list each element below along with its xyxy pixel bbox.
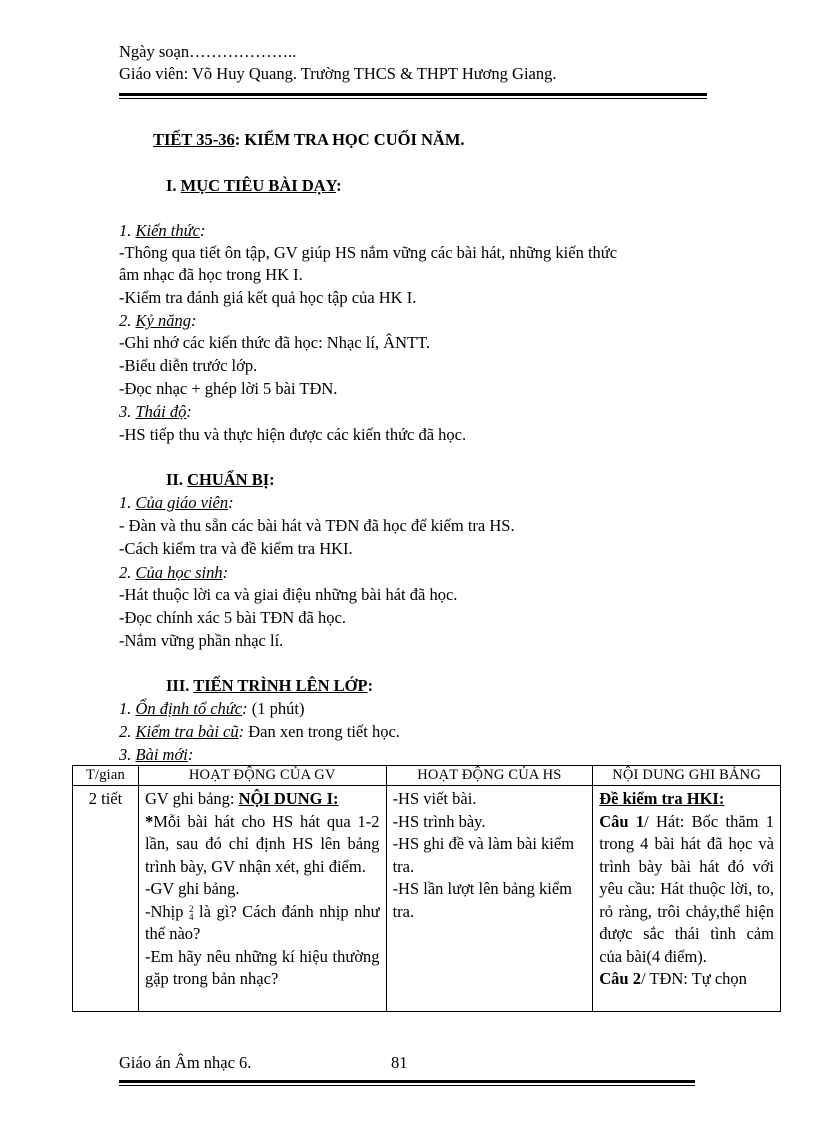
date-line: Ngày soạn……………….. (119, 42, 297, 61)
sub-cua-giao-vien (119, 492, 234, 513)
section2-num: II. (166, 470, 188, 489)
nd-cell (593, 786, 781, 1012)
text-line: -Đọc chính xác 5 bài TĐN đã học. (119, 608, 346, 627)
time-cell: 2 tiết (73, 786, 139, 1012)
gv-text: là gì? Cách đánh nhịp như thế nào? (144, 901, 380, 943)
sub-colon: : (186, 402, 192, 421)
gv-para-4: -Em hãy nêu những kí hiệu thường gặp trong bản nhạc? (144, 946, 380, 988)
section2-title: CHUẨN BỊ (187, 470, 270, 489)
hs-line: -HS trình bày. (392, 811, 486, 831)
sub-rest: (1 phút) (247, 699, 305, 718)
section3-title: TIẾN TRÌNH LÊN LỚP (193, 676, 368, 695)
page-title (153, 129, 465, 150)
hs-cell (386, 786, 593, 1012)
gv-text: Mỗi bài hát cho HS hát qua 1-2 lần, sau đó chỉ định HS lên bảng trình bày, GV nhận xét, ghi điểm. (144, 811, 380, 876)
sub-rest: Đan xen trong tiết học. (244, 722, 400, 741)
title-rest: : KIỂM TRA HỌC CUỐI NĂM. (234, 130, 465, 149)
gv-star: * (144, 811, 154, 831)
sub-colon: : (199, 221, 206, 240)
gv-para-3 (145, 901, 380, 946)
sub-colon: : (228, 493, 234, 512)
cau-label: Câu 2 (599, 969, 641, 988)
section2-heading (166, 469, 275, 490)
teacher-line: Giáo viên: Võ Huy Quang. Trường THCS & THPT Hương Giang. (119, 64, 557, 83)
hs-line: -HS lần lượt lên bảng kiểm tra. (392, 879, 572, 921)
section2-colon: : (269, 470, 275, 489)
sub-kien-thuc (119, 220, 205, 241)
nd-cau-1 (599, 811, 774, 969)
sub-cua-hoc-sinh (119, 562, 228, 583)
sub-label: Kỷ năng (135, 311, 191, 330)
section1-num: I. (166, 176, 181, 195)
cau-text: / Hát: Bốc thăm 1 trong 4 bài hát đã học và trình bày bài hát đó với yêu cầu: Hát thuộc lời, to, rỏ ràng, trôi chảy,thể hiện được sắc thái tình cảm của bài(4 điểm). (599, 811, 774, 966)
sub-colon: : (242, 699, 248, 718)
text-line: -Nắm vững phần nhạc lí. (119, 631, 284, 650)
gv-text: -Nhịp (144, 901, 189, 921)
sub-label: Thái độ (135, 402, 187, 421)
gv-noi-dung: NỘI DUNG I: (238, 789, 339, 808)
section1-colon: : (336, 176, 342, 195)
sub-bai-moi (119, 744, 193, 765)
text-line: -Kiểm tra đánh giá kết quả học tập của HK I. (119, 288, 417, 307)
sub-colon: : (238, 722, 245, 741)
header-nd: NỘI DUNG GHI BẢNG (593, 766, 781, 786)
sub-num: 3. (119, 745, 136, 764)
sub-label: Bài mới (135, 745, 188, 764)
sub-label: Của học sinh (135, 563, 223, 582)
text-line: - Đàn và thu sẵn các bài hát và TĐN đã học để kiểm tra HS. (119, 516, 515, 535)
hs-line: -HS ghi đề và làm bài kiểm tra. (392, 834, 575, 876)
text-line: -Thông qua tiết ôn tập, GV giúp HS nắm vững các bài hát, những kiến thức (119, 243, 618, 262)
sub-num: 1. (119, 699, 136, 718)
text-line: -Hát thuộc lời ca và giai điệu những bài hát đã học. (119, 585, 458, 604)
sub-colon: : (187, 745, 194, 764)
sub-thai-do (119, 401, 192, 422)
gv-para-2: -GV ghi bảng. (144, 879, 240, 898)
gv-line-1 (145, 788, 380, 811)
sub-label: Ổn định tổ chức (135, 699, 243, 718)
gv-prefix: GV ghi bảng: (144, 789, 239, 808)
section3-heading (166, 675, 373, 696)
sub-label: Kiến thức (135, 221, 200, 240)
header-time: T/gian (73, 766, 139, 786)
gv-para-1 (145, 811, 380, 879)
section1-title: MỤC TIÊU BÀI DẠY (180, 176, 337, 195)
page-number: 81 (391, 1053, 408, 1072)
cau-text: / TĐN: Tự chọn (640, 969, 747, 988)
hs-line: -HS viết bài. (392, 789, 477, 808)
title-prefix: TIẾT 35-36 (153, 130, 235, 149)
header-hs: HOẠT ĐỘNG CỦA HS (386, 766, 593, 786)
footer-divider (119, 1080, 695, 1086)
sub-num: 3. (119, 402, 136, 421)
section3-colon: : (367, 676, 374, 695)
sub-label: Của giáo viên (135, 493, 229, 512)
meter-symbol: 2 4 (189, 903, 194, 922)
sub-colon: : (190, 311, 197, 330)
table-row (73, 786, 781, 1012)
header-divider (119, 93, 707, 99)
cau-label: Câu 1 (599, 811, 645, 831)
section1-heading (166, 175, 342, 196)
nd-cau-2 (599, 968, 774, 991)
footer-left: Giáo án Âm nhạc 6. (119, 1053, 252, 1072)
sub-num: 2. (119, 311, 136, 330)
sub-on-dinh (119, 698, 304, 719)
header-gv: HOẠT ĐỘNG CỦA GV (138, 766, 386, 786)
sub-colon: : (222, 563, 229, 582)
text-line: -Biểu diễn trước lớp. (119, 356, 258, 375)
section3-num: III. (166, 676, 194, 695)
text-line: -Đọc nhạc + ghép lời 5 bài TĐN. (119, 379, 338, 398)
gv-cell (138, 786, 386, 1012)
text-line: âm nhạc đã học trong HK I. (119, 265, 303, 284)
table-header-row (73, 766, 781, 786)
lesson-table (72, 765, 781, 1012)
text-line: -Cách kiểm tra và đề kiểm tra HKI. (119, 539, 353, 558)
sub-num: 2. (119, 722, 136, 741)
sub-num: 1. (119, 493, 136, 512)
text-line: -Ghi nhớ các kiến thức đã học: Nhạc lí, ÂNTT. (119, 333, 431, 352)
text-line: -HS tiếp thu và thực hiện được các kiến thức đã học. (119, 425, 467, 444)
sub-kiem-tra (119, 721, 400, 742)
sub-ky-nang (119, 310, 196, 331)
sub-label: Kiểm tra bài cũ (135, 722, 239, 741)
sub-num: 1. (119, 221, 136, 240)
nd-title: Đề kiểm tra HKI: (599, 789, 725, 808)
sub-num: 2. (119, 563, 136, 582)
